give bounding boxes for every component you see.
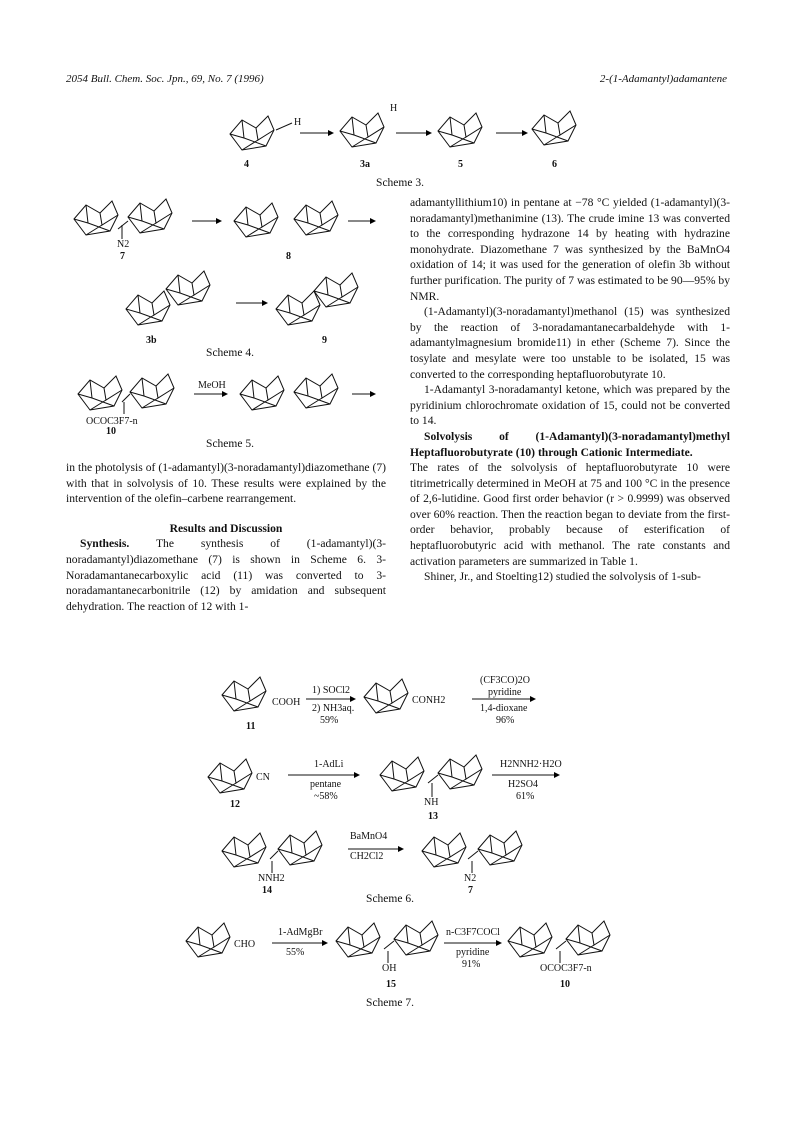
scheme-4-structures <box>66 195 386 355</box>
compound-13-label: 13 <box>428 811 438 822</box>
compound-9-label: 9 <box>322 335 327 346</box>
compound-11-label: 11 <box>246 721 256 732</box>
scheme-3-structures <box>200 95 600 175</box>
scheme-6-caption: Scheme 6. <box>366 893 414 905</box>
scheme-3-caption: Scheme 3. <box>376 177 424 189</box>
left-column <box>66 460 386 614</box>
compound-5-label: 5 <box>458 159 463 170</box>
scheme-7-structures <box>176 915 636 985</box>
right-paragraph-5: Shiner, Jr., and Stoelting12) studied the solvolysis of 1-sub- <box>424 570 701 584</box>
right-paragraph-1: adamantyllithium10) in pentane at −78 °C yielded (1-adamantyl)(3-noradamantyl)methanimine (13). The crude imine 13 was converted to the corresponding hydrazone 14 by heating with hydrazine monohydrate. Diazomethane 7 was synthesized by the BaMnO4 oxidation of 14; it was used for the generation of olefin 3b without further purification. The purity of 7 was estimated to be 90—95% by NMR. <box>410 196 730 303</box>
scheme-5-caption: Scheme 5. <box>206 438 254 450</box>
solvolysis-heading: Solvolysis of (1-Adamantyl)(3-noradamantyl)methyl Heptafluorobutyrate (10) through Cationic Intermediate. <box>410 429 730 459</box>
synthesis-paragraph: Synthesis. The synthesis of (1-adamantyl)(3-noradamantyl)diazomethane (7) is shown in Scheme 6. 3-Noradamantanecarboxylic acid (11) was converted to 3-noradamantanecarbonitrile (12) by amidation and subsequent dehydration. The reaction of 12 with 1- <box>66 537 386 613</box>
scheme-5: MeOH OCOC3F7-n 10 <box>66 372 386 434</box>
compound-6-label: 6 <box>552 159 557 170</box>
compound-7-label-s6: 7 <box>468 885 473 896</box>
scheme-7-caption: Scheme 7. <box>366 997 414 1009</box>
scheme-4-caption: Scheme 4. <box>206 347 254 359</box>
compound-7-label: 7 <box>120 251 125 262</box>
compound-10-label-s7: 10 <box>560 979 570 990</box>
right-paragraph-4: The rates of the solvolysis of heptafluorobutyrate 10 were titrimetrically determined in MeOH at 75 and 100 °C in the presence of 2,6-lutidine. Good first order behavior (r > 0.9999) was observed over 60% reaction. Then the reaction began to deviate from the first-order behavior, probably because of esterification of heptafluorobutyric acid with methanol. The rate constants and activation parameters are summarized in Table 1. <box>410 461 730 568</box>
compound-14-label: 14 <box>262 885 272 896</box>
running-header-right: 2-(1-Adamantyl)adamantene <box>599 73 727 85</box>
scheme-3: H H 4 3a 5 6 <box>200 95 600 195</box>
results-heading: Results and Discussion <box>169 521 283 535</box>
compound-4-label: 4 <box>244 159 249 170</box>
scheme-5-structures <box>66 372 386 422</box>
compound-10-label: 10 <box>106 426 116 437</box>
scheme-7: CHO 1-AdMgBr 55% OH n-C3F7COCl pyridine 91% OCOC3F7-n 15 10 <box>176 915 636 995</box>
scheme-6: COOH 1) SOCl2 2) NH3aq. 59% CONH2 (CF3CO)2O pyridine 1,4-dioxane 96% 11 CN 1-AdLi pentane ~58% NH H2NNH2·H2O H2SO4 61% 12 13 NNH2 BaMnO4 CH2Cl2 N2 14 7 <box>200 665 620 905</box>
right-column <box>410 195 730 585</box>
right-paragraph-2: (1-Adamantyl)(3-noradamantyl)methanol (15) was synthesized by the reaction of 3-noradamantanecarbaldehyde with 1-adamantylmagnesium bromide11) in ether (Scheme 7). Since the tosylate and mesylate were too unstable to be isolated, 15 was converted to the corresponding heptafluorobutyrate 10. <box>410 305 730 381</box>
compound-3b-label: 3b <box>146 335 157 346</box>
scheme-4: N2 7 8 3b 9 <box>66 195 386 365</box>
compound-15-label: 15 <box>386 979 396 990</box>
left-paragraph-1: in the photolysis of (1-adamantyl)(3-noradamantyl)diazomethane (7) with that in solvolysis of 10. These results were explained by the intervention of the olefin–carbene rearrangement. <box>66 461 386 506</box>
compound-8-label: 8 <box>286 251 291 262</box>
compound-12-label: 12 <box>230 799 240 810</box>
compound-3a-label: 3a <box>360 159 370 170</box>
right-paragraph-3: 1-Adamantyl 3-noradamantyl ketone, which was prepared by the pyridinium chlorochromate oxidation of 15, could not be converted to 14. <box>410 383 730 428</box>
running-header-left: 2054 Bull. Chem. Soc. Jpn., 69, No. 7 (1996) <box>66 73 264 85</box>
